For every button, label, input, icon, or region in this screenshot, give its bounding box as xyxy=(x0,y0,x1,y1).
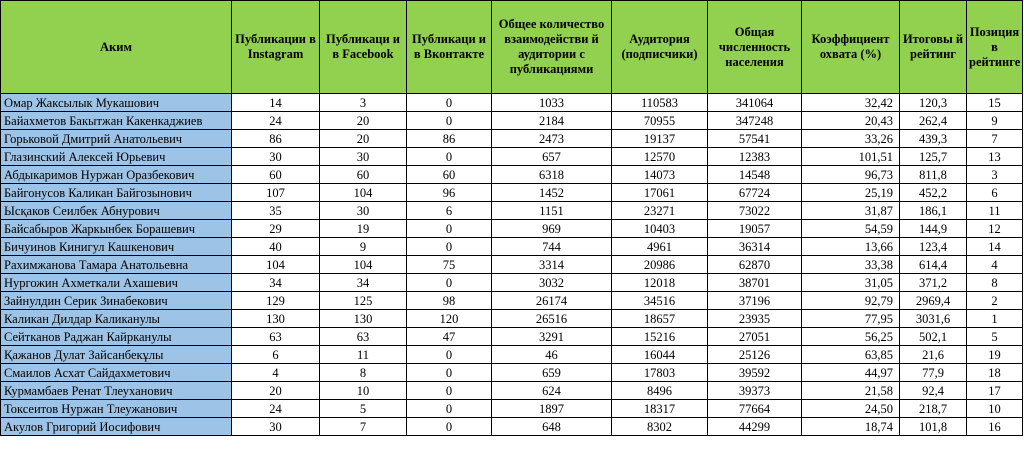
cell-instagram: 14 xyxy=(232,94,320,112)
column-header-population: Общая численность населения xyxy=(708,1,802,94)
cell-audience: 8496 xyxy=(612,382,708,400)
cell-vkontakte: 0 xyxy=(407,400,492,418)
table-row xyxy=(1,346,1023,364)
cell-coverage: 96,73 xyxy=(802,166,900,184)
cell-audience: 12018 xyxy=(612,274,708,292)
cell-position: 3 xyxy=(967,166,1023,184)
cell-population: 39592 xyxy=(708,364,802,382)
table-row xyxy=(1,202,1023,220)
cell-facebook: 104 xyxy=(320,184,407,202)
table-row xyxy=(1,400,1023,418)
cell-population: 44299 xyxy=(708,418,802,436)
cell-vkontakte: 86 xyxy=(407,130,492,148)
cell-audience: 14073 xyxy=(612,166,708,184)
cell-population: 39373 xyxy=(708,382,802,400)
cell-akim: Сейтканов Раджан Кайрканулы xyxy=(1,328,232,346)
cell-position: 2 xyxy=(967,292,1023,310)
cell-vkontakte: 75 xyxy=(407,256,492,274)
cell-position: 8 xyxy=(967,274,1023,292)
cell-position: 18 xyxy=(967,364,1023,382)
cell-akim: Курмамбаев Ренат Тлеуханович xyxy=(1,382,232,400)
cell-facebook: 60 xyxy=(320,166,407,184)
cell-instagram: 86 xyxy=(232,130,320,148)
cell-instagram: 107 xyxy=(232,184,320,202)
cell-akim: Байгонусов Каликан Байгозынович xyxy=(1,184,232,202)
cell-coverage: 13,66 xyxy=(802,238,900,256)
table-row xyxy=(1,112,1023,130)
cell-audience: 17061 xyxy=(612,184,708,202)
table-row xyxy=(1,274,1023,292)
cell-audience: 15216 xyxy=(612,328,708,346)
cell-instagram: 30 xyxy=(232,148,320,166)
cell-instagram: 24 xyxy=(232,400,320,418)
cell-coverage: 33,38 xyxy=(802,256,900,274)
column-header-facebook: Публикаци и в Facebook xyxy=(320,1,407,94)
cell-coverage: 101,51 xyxy=(802,148,900,166)
cell-position: 16 xyxy=(967,418,1023,436)
cell-akim: Зайнулдин Серик Зинабекович xyxy=(1,292,232,310)
cell-coverage: 25,19 xyxy=(802,184,900,202)
cell-position: 13 xyxy=(967,148,1023,166)
cell-interactions: 26516 xyxy=(492,310,612,328)
cell-vkontakte: 0 xyxy=(407,94,492,112)
cell-position: 17 xyxy=(967,382,1023,400)
cell-interactions: 969 xyxy=(492,220,612,238)
cell-facebook: 10 xyxy=(320,382,407,400)
column-header-interactions: Общее количество взаимодействи й аудитории с публикациями xyxy=(492,1,612,94)
cell-instagram: 29 xyxy=(232,220,320,238)
cell-instagram: 6 xyxy=(232,346,320,364)
cell-interactions: 6318 xyxy=(492,166,612,184)
cell-interactions: 3314 xyxy=(492,256,612,274)
cell-coverage: 44,97 xyxy=(802,364,900,382)
cell-population: 23935 xyxy=(708,310,802,328)
cell-coverage: 33,26 xyxy=(802,130,900,148)
cell-facebook: 5 xyxy=(320,400,407,418)
column-header-instagram: Публикации в Instagram xyxy=(232,1,320,94)
cell-facebook: 30 xyxy=(320,148,407,166)
column-header-coverage: Коэффициент охвата (%) xyxy=(802,1,900,94)
cell-rating: 144,9 xyxy=(900,220,967,238)
cell-akim: Байсабыров Жаркынбек Борашевич xyxy=(1,220,232,238)
cell-interactions: 1033 xyxy=(492,94,612,112)
cell-rating: 101,8 xyxy=(900,418,967,436)
table-row xyxy=(1,292,1023,310)
header-row xyxy=(1,1,1023,94)
cell-coverage: 54,59 xyxy=(802,220,900,238)
cell-position: 5 xyxy=(967,328,1023,346)
cell-instagram: 24 xyxy=(232,112,320,130)
cell-rating: 186,1 xyxy=(900,202,967,220)
cell-position: 14 xyxy=(967,238,1023,256)
cell-position: 12 xyxy=(967,220,1023,238)
cell-akim: Рахимжанова Тамара Анатольевна xyxy=(1,256,232,274)
cell-interactions: 3291 xyxy=(492,328,612,346)
cell-audience: 12570 xyxy=(612,148,708,166)
cell-facebook: 20 xyxy=(320,112,407,130)
cell-rating: 439,3 xyxy=(900,130,967,148)
cell-coverage: 18,74 xyxy=(802,418,900,436)
cell-rating: 123,4 xyxy=(900,238,967,256)
cell-population: 36314 xyxy=(708,238,802,256)
cell-population: 57541 xyxy=(708,130,802,148)
column-header-rating: Итоговы й рейтинг xyxy=(900,1,967,94)
cell-coverage: 21,58 xyxy=(802,382,900,400)
cell-interactions: 2184 xyxy=(492,112,612,130)
cell-vkontakte: 0 xyxy=(407,238,492,256)
cell-vkontakte: 0 xyxy=(407,346,492,364)
cell-instagram: 30 xyxy=(232,418,320,436)
cell-interactions: 1452 xyxy=(492,184,612,202)
column-header-akim: Аким xyxy=(1,1,232,94)
cell-rating: 811,8 xyxy=(900,166,967,184)
cell-vkontakte: 0 xyxy=(407,382,492,400)
cell-akim: Қажанов Дулат Зайсанбекұлы xyxy=(1,346,232,364)
cell-population: 341064 xyxy=(708,94,802,112)
cell-vkontakte: 96 xyxy=(407,184,492,202)
cell-facebook: 19 xyxy=(320,220,407,238)
cell-facebook: 104 xyxy=(320,256,407,274)
cell-population: 77664 xyxy=(708,400,802,418)
cell-coverage: 24,50 xyxy=(802,400,900,418)
cell-akim: Каликан Дилдар Каликанулы xyxy=(1,310,232,328)
cell-akim: Ысқаков Сеилбек Абнурович xyxy=(1,202,232,220)
table-row xyxy=(1,364,1023,382)
cell-rating: 3031,6 xyxy=(900,310,967,328)
cell-interactions: 1897 xyxy=(492,400,612,418)
cell-instagram: 34 xyxy=(232,274,320,292)
cell-vkontakte: 47 xyxy=(407,328,492,346)
cell-akim: Глазинский Алексей Юрьевич xyxy=(1,148,232,166)
cell-population: 67724 xyxy=(708,184,802,202)
cell-facebook: 20 xyxy=(320,130,407,148)
cell-audience: 18657 xyxy=(612,310,708,328)
cell-instagram: 129 xyxy=(232,292,320,310)
table-row xyxy=(1,328,1023,346)
column-header-position: Позиция в рейтинге xyxy=(967,1,1023,94)
table-row xyxy=(1,418,1023,436)
cell-akim: Нургожин Ахметкали Ахашевич xyxy=(1,274,232,292)
cell-coverage: 92,79 xyxy=(802,292,900,310)
table-row xyxy=(1,94,1023,112)
cell-population: 73022 xyxy=(708,202,802,220)
cell-interactions: 3032 xyxy=(492,274,612,292)
cell-coverage: 77,95 xyxy=(802,310,900,328)
table-row xyxy=(1,130,1023,148)
table-row xyxy=(1,382,1023,400)
cell-rating: 371,2 xyxy=(900,274,967,292)
cell-instagram: 60 xyxy=(232,166,320,184)
cell-coverage: 20,43 xyxy=(802,112,900,130)
cell-audience: 4961 xyxy=(612,238,708,256)
cell-interactions: 648 xyxy=(492,418,612,436)
cell-audience: 18317 xyxy=(612,400,708,418)
cell-akim: Байахметов Бакытжан Какенкаджиев xyxy=(1,112,232,130)
table-row xyxy=(1,238,1023,256)
cell-interactions: 1151 xyxy=(492,202,612,220)
cell-interactions: 657 xyxy=(492,148,612,166)
cell-interactions: 46 xyxy=(492,346,612,364)
cell-audience: 17803 xyxy=(612,364,708,382)
table-row xyxy=(1,184,1023,202)
cell-instagram: 4 xyxy=(232,364,320,382)
cell-facebook: 34 xyxy=(320,274,407,292)
cell-population: 62870 xyxy=(708,256,802,274)
cell-akim: Смаилов Асхат Сайдахметович xyxy=(1,364,232,382)
cell-interactions: 744 xyxy=(492,238,612,256)
cell-population: 37196 xyxy=(708,292,802,310)
cell-akim: Омар Жаксылык Мукашович xyxy=(1,94,232,112)
cell-rating: 21,6 xyxy=(900,346,967,364)
cell-audience: 34516 xyxy=(612,292,708,310)
cell-rating: 120,3 xyxy=(900,94,967,112)
cell-coverage: 63,85 xyxy=(802,346,900,364)
cell-rating: 125,7 xyxy=(900,148,967,166)
cell-akim: Бичуинов Кинигул Кашкенович xyxy=(1,238,232,256)
cell-instagram: 104 xyxy=(232,256,320,274)
cell-akim: Акулов Григорий Иосифович xyxy=(1,418,232,436)
cell-facebook: 9 xyxy=(320,238,407,256)
cell-rating: 262,4 xyxy=(900,112,967,130)
cell-audience: 8302 xyxy=(612,418,708,436)
cell-audience: 20986 xyxy=(612,256,708,274)
cell-vkontakte: 6 xyxy=(407,202,492,220)
cell-rating: 452,2 xyxy=(900,184,967,202)
cell-coverage: 56,25 xyxy=(802,328,900,346)
cell-facebook: 8 xyxy=(320,364,407,382)
cell-audience: 10403 xyxy=(612,220,708,238)
cell-facebook: 3 xyxy=(320,94,407,112)
cell-vkontakte: 0 xyxy=(407,274,492,292)
cell-vkontakte: 0 xyxy=(407,364,492,382)
cell-population: 25126 xyxy=(708,346,802,364)
cell-facebook: 125 xyxy=(320,292,407,310)
cell-rating: 77,9 xyxy=(900,364,967,382)
table-body xyxy=(1,94,1023,436)
table-row xyxy=(1,310,1023,328)
cell-vkontakte: 0 xyxy=(407,148,492,166)
column-header-audience: Аудитория (подписчики) xyxy=(612,1,708,94)
cell-vkontakte: 98 xyxy=(407,292,492,310)
cell-akim: Токсеитов Нуржан Тлеужанович xyxy=(1,400,232,418)
column-header-vkontakte: Публикаци и в Вконтакте xyxy=(407,1,492,94)
cell-rating: 2969,4 xyxy=(900,292,967,310)
cell-rating: 218,7 xyxy=(900,400,967,418)
cell-vkontakte: 120 xyxy=(407,310,492,328)
cell-facebook: 63 xyxy=(320,328,407,346)
cell-position: 1 xyxy=(967,310,1023,328)
cell-facebook: 11 xyxy=(320,346,407,364)
cell-population: 27051 xyxy=(708,328,802,346)
cell-coverage: 31,87 xyxy=(802,202,900,220)
cell-population: 347248 xyxy=(708,112,802,130)
cell-instagram: 20 xyxy=(232,382,320,400)
cell-audience: 16044 xyxy=(612,346,708,364)
cell-audience: 110583 xyxy=(612,94,708,112)
cell-interactions: 659 xyxy=(492,364,612,382)
cell-facebook: 130 xyxy=(320,310,407,328)
cell-instagram: 63 xyxy=(232,328,320,346)
cell-rating: 614,4 xyxy=(900,256,967,274)
cell-instagram: 40 xyxy=(232,238,320,256)
cell-interactions: 624 xyxy=(492,382,612,400)
cell-position: 19 xyxy=(967,346,1023,364)
cell-audience: 23271 xyxy=(612,202,708,220)
cell-akim: Горьковой Дмитрий Анатольевич xyxy=(1,130,232,148)
cell-vkontakte: 60 xyxy=(407,166,492,184)
cell-position: 4 xyxy=(967,256,1023,274)
cell-position: 9 xyxy=(967,112,1023,130)
cell-coverage: 31,05 xyxy=(802,274,900,292)
cell-position: 7 xyxy=(967,130,1023,148)
cell-akim: Абдыкаримов Нуржан Оразбекович xyxy=(1,166,232,184)
cell-instagram: 35 xyxy=(232,202,320,220)
table-row xyxy=(1,256,1023,274)
cell-population: 19057 xyxy=(708,220,802,238)
cell-vkontakte: 0 xyxy=(407,220,492,238)
cell-coverage: 32,42 xyxy=(802,94,900,112)
cell-position: 11 xyxy=(967,202,1023,220)
cell-vkontakte: 0 xyxy=(407,112,492,130)
table-header xyxy=(1,1,1023,94)
cell-rating: 502,1 xyxy=(900,328,967,346)
table-row xyxy=(1,166,1023,184)
cell-interactions: 26174 xyxy=(492,292,612,310)
cell-population: 12383 xyxy=(708,148,802,166)
cell-facebook: 7 xyxy=(320,418,407,436)
cell-instagram: 130 xyxy=(232,310,320,328)
cell-population: 14548 xyxy=(708,166,802,184)
cell-facebook: 30 xyxy=(320,202,407,220)
cell-audience: 19137 xyxy=(612,130,708,148)
table-row xyxy=(1,220,1023,238)
cell-position: 6 xyxy=(967,184,1023,202)
cell-vkontakte: 0 xyxy=(407,418,492,436)
cell-position: 10 xyxy=(967,400,1023,418)
cell-interactions: 2473 xyxy=(492,130,612,148)
cell-rating: 92,4 xyxy=(900,382,967,400)
cell-audience: 70955 xyxy=(612,112,708,130)
cell-population: 38701 xyxy=(708,274,802,292)
cell-position: 15 xyxy=(967,94,1023,112)
table-row xyxy=(1,148,1023,166)
